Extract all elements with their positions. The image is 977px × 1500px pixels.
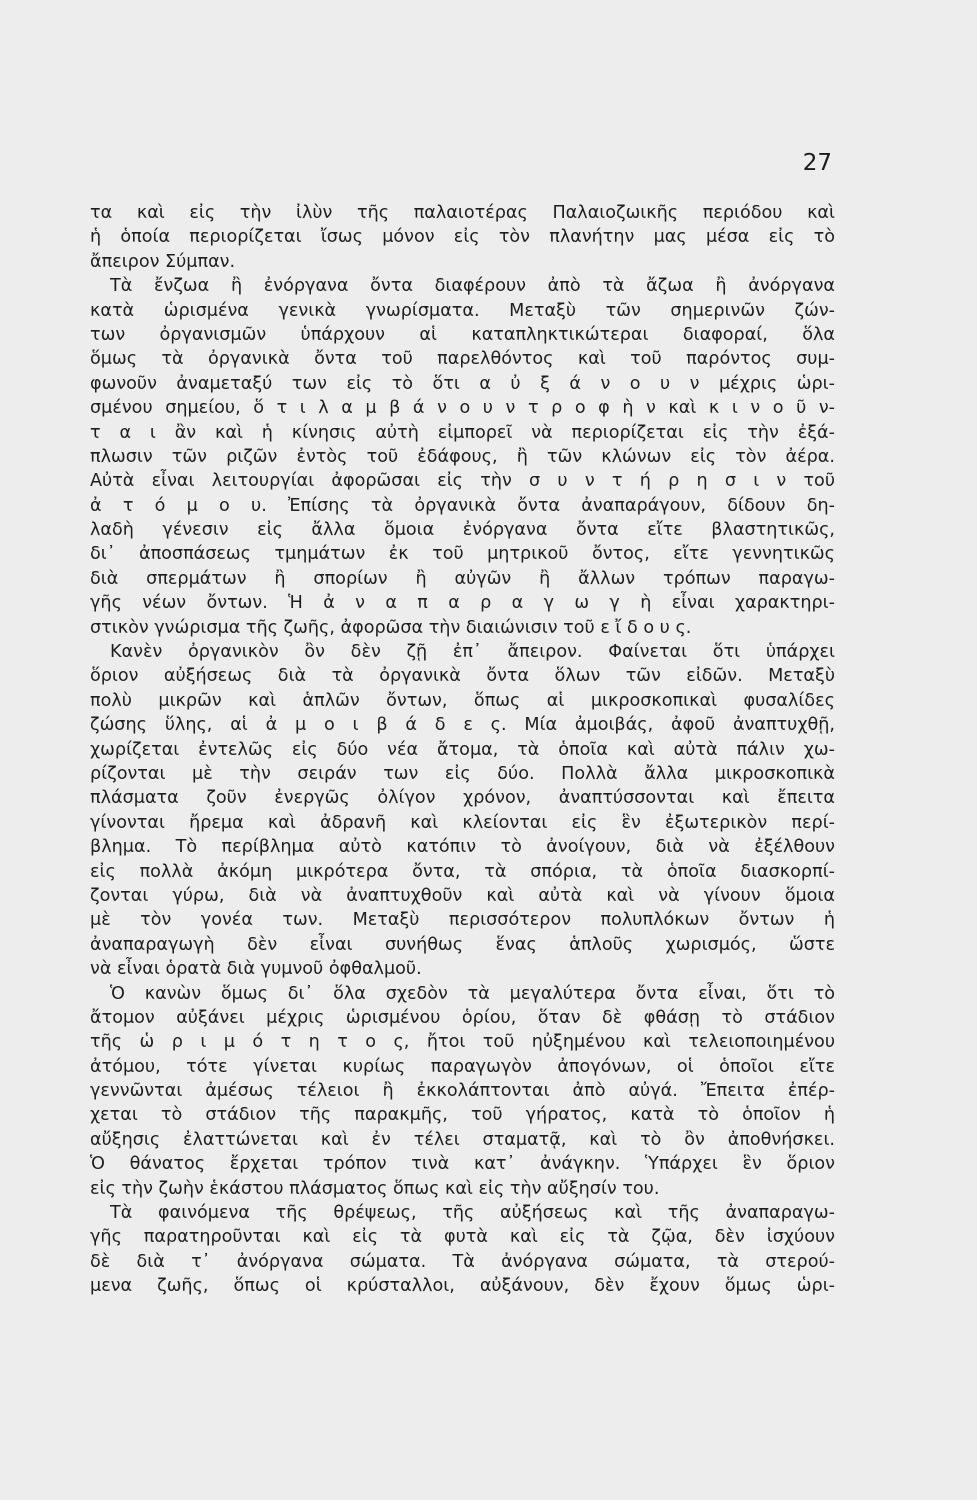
- text-line: αὔξησις ἐλαττώνεται καὶ ἐν τέλει σταματᾷ, καὶ τὸ ὂν ἀποθνήσκει.: [90, 1129, 835, 1150]
- text-line: στικὸν γνώρισμα τῆς ζωῆς, ἀφορῶσα τὴν διαιώνισιν τοῦ ε ἴ δ ο υ ς.: [90, 617, 692, 638]
- text-line: τ α ι ἂν καὶ ἡ κίνησις αὐτὴ εἰμπορεῖ νὰ περιορίζεται εἰς τὴν ἐξά-: [90, 422, 835, 443]
- text-line: ἀναπαραγωγὴ δὲν εἶναι συνήθως ἕνας ἁπλοῦς χωρισμός, ὥστε: [90, 934, 835, 955]
- text-line: φωνοῦν ἀναμεταξύ των εἰς τὸ ὅτι α ὐ ξ ά ν ο υ ν μέχρις ὡρι-: [90, 373, 835, 394]
- text-line: Ὁ κανὼν ὅμως δι᾽ ὅλα σχεδὸν τὰ μεγαλύτερα ὄντα εἶναι, ὅτι τὸ: [110, 983, 835, 1004]
- text-line: λαδὴ γένεσιν εἰς ἄλλα ὅμοια ἐνόργανα ὄντα εἴτε βλαστητικῶς,: [90, 520, 835, 541]
- text-line: ζώσης ὕλης, αἱ ἀ μ ο ι β ά δ ε ς. Μία ἀμοιβάς, ἀφοῦ ἀναπτυχθῇ,: [90, 715, 835, 736]
- text-line: χωρίζεται ἐντελῶς εἰς δύο νέα ἄτομα, τὰ ὁποῖα καὶ αὐτὰ πάλιν χω-: [90, 739, 835, 760]
- text-line: ζονται γύρω, διὰ νὰ ἀναπτυχθοῦν καὶ αὐτὰ καὶ νὰ γίνουν ὅμοια: [90, 885, 835, 906]
- text-line: Αὐτὰ εἶναι λειτουργίαι ἀφορῶσαι εἰς τὴν σ υ ν τ ή ρ η σ ι ν τοῦ: [90, 471, 835, 492]
- text-line: των ὀργανισμῶν ὑπάρχουν αἱ καταπληκτικώτεραι διαφοραί, ὅλα: [90, 324, 835, 345]
- text-line: νὰ εἶναι ὁρατὰ διὰ γυμνοῦ ὀφθαλμοῦ.: [90, 959, 422, 980]
- text-line: ἄπειρον Σύμπαν.: [90, 251, 236, 272]
- text-line: κατὰ ὡρισμένα γενικὰ γνωρίσματα. Μεταξὺ τῶν σημερινῶν ζών-: [90, 300, 835, 321]
- text-line: μενα ζωῆς, ὅπως οἱ κρύσταλλοι, αὐξάνουν, δὲν ἔχουν ὅμως ὡρι-: [90, 1276, 835, 1297]
- text-line: ἀ τ ό μ ο υ. Ἐπίσης τὰ ὀργανικὰ ὄντα ἀναπαράγουν, δίδουν δη-: [90, 495, 835, 516]
- text-line: ρίζονται μὲ τὴν σειράν των εἰς δύο. Πολλὰ ἄλλα μικροσκοπικὰ: [90, 763, 835, 784]
- text-line: γῆς παρατηροῦνται καὶ εἰς τὰ φυτὰ καὶ εἰς τὰ ζῷα, δὲν ἰσχύουν: [90, 1227, 835, 1248]
- text-line: χεται τὸ στάδιον τῆς παρακμῆς, τοῦ γήρατος, κατὰ τὸ ὁποῖον ἡ: [90, 1105, 835, 1126]
- body-text: [90, 201, 835, 1299]
- text-line: Ὁ θάνατος ἔρχεται τρόπον τινὰ κατ᾽ ἀνάγκην. Ὑπάρχει ἓν ὅριον: [90, 1154, 835, 1175]
- text-line: γεννῶνται ἀμέσως τέλειοι ἢ ἐκκολάπτονται ἀπὸ αὐγά. Ἔπειτα ἐπέρ-: [90, 1081, 835, 1102]
- text-line: τα καὶ εἰς τὴν ἰλὺν τῆς παλαιοτέρας Παλαιοζωικῆς περιόδου καὶ: [90, 203, 835, 223]
- text-line: ὅμως τὰ ὀργανικὰ ὄντα τοῦ παρελθόντος καὶ τοῦ παρόντος συμ-: [90, 349, 835, 370]
- text-line: ἡ ὁποία περιορίζεται ἴσως μόνον εἰς τὸν πλανήτην μας μέσα εἰς τὸ: [90, 227, 835, 248]
- text-line: πολὺ μικρῶν καὶ ἁπλῶν ὄντων, ὅπως αἱ μικροσκοπικαὶ φυσαλίδες: [90, 690, 835, 711]
- text-line: πλάσματα ζοῦν ἐνεργῶς ὀλίγον χρόνον, ἀναπτύσσονται καὶ ἔπειτα: [90, 788, 835, 809]
- text-line: γίνονται ἤρεμα καὶ ἀδρανῆ καὶ κλείονται εἰς ἓν ἐξωτερικὸν περί-: [90, 812, 835, 833]
- text-line: σμένου σημείου, ὅ τ ι λ α μ β ά ν ο υ ν τ ρ ο φ ὴ ν καὶ κ ι ν ο ῦ ν-: [90, 398, 835, 419]
- text-line: Τὰ φαινόμενα τῆς θρέψεως, τῆς αὐξήσεως καὶ τῆς ἀναπαραγω-: [110, 1203, 835, 1224]
- text-line: διὰ σπερμάτων ἢ σπορίων ἢ αὐγῶν ἢ ἄλλων τρόπων παραγω-: [90, 568, 835, 589]
- text-line: βλημα. Τὸ περίβλημα αὐτὸ κατόπιν τὸ ἀνοίγουν, διὰ νὰ ἐξέλθουν: [90, 837, 835, 858]
- text-line: ὅριον αὐξήσεως διὰ τὰ ὀργανικὰ ὄντα ὅλων τῶν εἰδῶν. Μεταξὺ: [90, 666, 835, 687]
- text-line: Τὰ ἔνζωα ἢ ἐνόργανα ὄντα διαφέρουν ἀπὸ τὰ ἄζωα ἢ ἀνόργανα: [110, 276, 835, 297]
- text-line: δι᾽ ἀποσπάσεως τμημάτων ἐκ τοῦ μητρικοῦ ὄντος, εἴτε γεννητικῶς: [90, 544, 835, 565]
- page-number: 27: [802, 150, 832, 176]
- text-line: ἄτομον αὐξάνει μέχρις ὡρισμένου ὁρίου, ὅταν δὲ φθάσῃ τὸ στάδιον: [90, 1007, 835, 1028]
- text-line: γῆς νέων ὄντων. Ἡ ἀ ν α π α ρ α γ ω γ ὴ εἶναι χαρακτηρι-: [90, 593, 835, 614]
- text-line: δὲ διὰ τ᾽ ἀνόργανα σώματα. Τὰ ἀνόργανα σώματα, τὰ στερού-: [90, 1251, 835, 1272]
- text-line: μὲ τὸν γονέα των. Μεταξὺ περισσότερον πολυπλόκων ὄντων ἡ: [90, 910, 835, 931]
- text-line: εἰς τὴν ζωὴν ἑκάστου πλάσματος ὅπως καὶ εἰς τὴν αὔξησίν του.: [90, 1178, 660, 1199]
- text-line: εἰς πολλὰ ἀκόμη μικρότερα ὄντα, τὰ σπόρια, τὰ ὁποῖα διασκορπί-: [90, 861, 835, 882]
- text-line: πλωσιν τῶν ριζῶν ἐντὸς τοῦ ἐδάφους, ἢ τῶν κλώνων εἰς τὸν ἀέρα.: [90, 446, 835, 467]
- text-line: Κανὲν ὀργανικὸν ὂν δὲν ζῇ ἐπ᾽ ἄπειρον. Φαίνεται ὅτι ὑπάρχει: [110, 642, 835, 663]
- text-line: τῆς ὡ ρ ι μ ό τ η τ ο ς, ἤτοι τοῦ ηὐξημένου καὶ τελειοποιημένου: [90, 1032, 835, 1053]
- text-line: ἀτόμου, τότε γίνεται κυρίως παραγωγὸν ἀπογόνων, οἱ ὁποῖοι εἴτε: [90, 1056, 835, 1077]
